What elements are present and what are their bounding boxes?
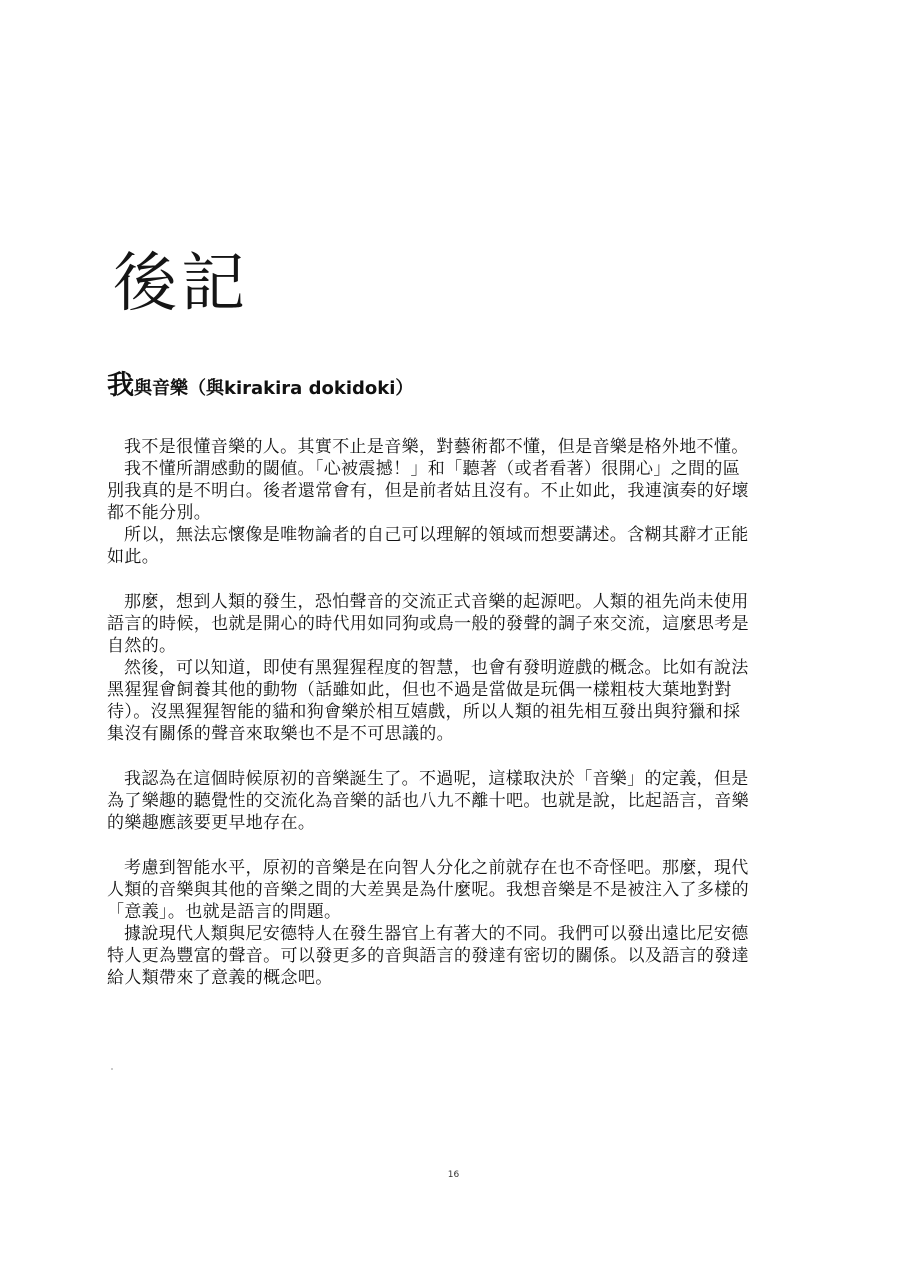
text-line: 集沒有關係的聲音來取樂也不是不可思議的。: [107, 724, 454, 744]
text-line: 黑猩猩會飼養其他的動物（話雖如此，但也不過是當做是玩偶一樣粗枝大葉地對對: [107, 680, 732, 700]
text-line: 所以，無法忘懷像是唯物論者的自己可以理解的領域而想要講述。含糊其辭才正能: [124, 525, 749, 545]
text-line: 待）。沒黑猩猩智能的貓和狗會樂於相互嬉戲，所以人類的祖先相互發出與狩獵和採: [107, 702, 741, 722]
paragraph-group: [107, 591, 791, 745]
text-line: 特人更為豐富的聲音。可以發更多的音與語言的發達有密切的關係。以及語言的發達: [107, 946, 749, 966]
text-line: 為了樂趣的聽覺性的交流化為音樂的話也八九不離十吧。也就是說，比起語言，音樂: [107, 791, 749, 811]
paragraph-group: [107, 857, 791, 989]
text-line: 然後，可以知道，即使有黑猩猩程度的智慧，也會有發明遊戲的概念。比如有說法: [124, 658, 749, 678]
body-text: [107, 436, 791, 1012]
text-line: 都不能分別。: [107, 503, 212, 523]
paragraph-group: [107, 436, 791, 568]
text-line: 我認為在這個時候原初的音樂誕生了。不過呢，這樣取決於「音樂」的定義，但是: [124, 769, 749, 789]
text-line: 自然的。: [107, 636, 177, 656]
text-line: 語言的時候，也就是開心的時代用如同狗或鳥一般的發聲的調子來交流，這麼思考是: [107, 614, 749, 634]
text-line: 如此。: [107, 547, 160, 567]
text-line: 我不是很懂音樂的人。其實不止是音樂，對藝術都不懂，但是音樂是格外地不懂。: [124, 437, 749, 457]
page-title: 後記: [113, 247, 249, 321]
paragraph-group: [107, 768, 791, 834]
page-number: 16: [447, 1170, 460, 1180]
text-line: 人類的音樂與其他的音樂之間的大差異是為什麼呢。我想音樂是不是被注入了多樣的: [107, 880, 749, 900]
text-line: 的樂趣應該要更早地存在。: [107, 813, 316, 833]
text-line: 那麼，想到人類的發生，恐怕聲音的交流正式音樂的起源吧。人類的祖先尚未使用: [124, 592, 749, 612]
section-heading-rest: 與音樂（與kirakira dokidoki）: [134, 378, 414, 399]
text-line: 給人類帶來了意義的概念吧。: [107, 968, 333, 988]
scan-speck: [111, 1068, 113, 1070]
text-line: 「意義」。也就是語言的問題。: [107, 902, 342, 922]
section-heading-first-char: 我: [107, 370, 134, 401]
section-heading: [107, 372, 413, 399]
text-line: 別我真的是不明白。後者還常會有，但是前者姑且沒有。不止如此，我連演奏的好壞: [107, 481, 749, 501]
text-line: 我不懂所謂感動的閾値。「心被震撼！」和「聽著（或者看著）很開心」之間的區: [124, 459, 741, 479]
text-line: 據說現代人類與尼安德特人在發生器官上有著大的不同。我們可以發出遠比尼安德: [124, 924, 749, 944]
text-line: 考慮到智能水平，原初的音樂是在向智人分化之前就存在也不奇怪吧。那麼，現代: [124, 858, 749, 878]
